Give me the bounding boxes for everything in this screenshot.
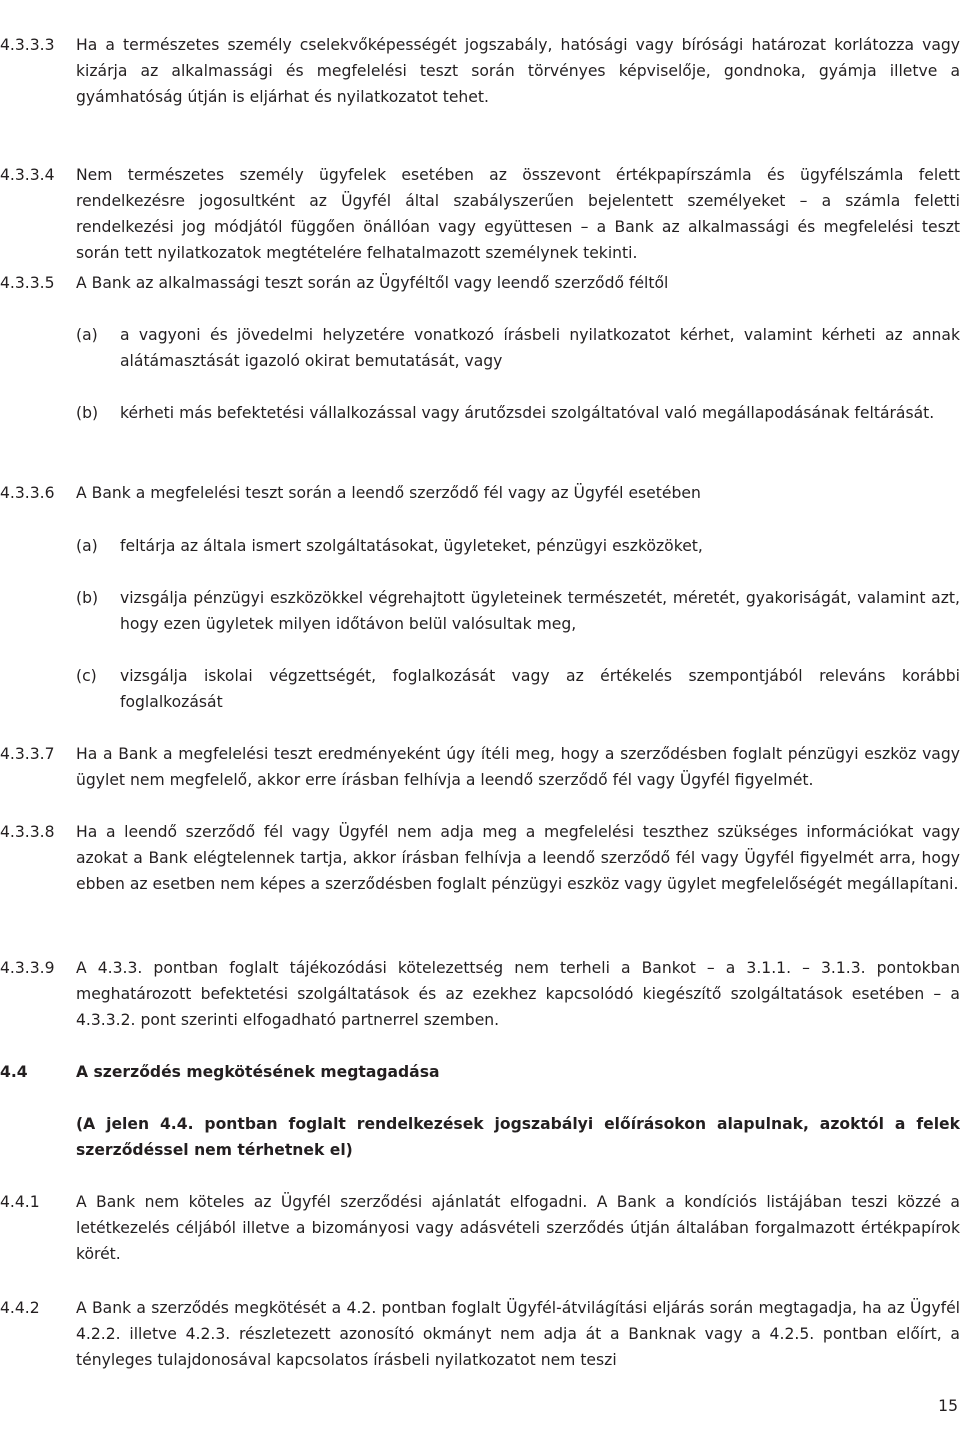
section-heading-4-4 [0,1059,960,1085]
list-item-4-3-3-6-a [0,533,960,559]
paragraph-number: 4.3.3.5 [0,274,55,292]
paragraph-text: Nem természetes személy ügyfelek esetében az összevont értékpapírszámla és ügyfélszámla felett rendelkezésre jogosultként az Ügyfél által szabályszerűen bejelentett személyeket – a számla feletti rendelkezési jog módjától függően önállóan vagy együttesen – a Bank az alkalmassági és megfelelési teszt során tett nyilatkozatok megtételére felhatalmazott személynek tekinti. [76,166,960,262]
paragraph-text: A Bank a megfelelési teszt során a leendő szerződő fél vagy az Ügyfél esetében [76,484,701,502]
paragraph-number: 4.3.3.6 [0,484,55,502]
paragraph-4-3-3-5 [0,270,960,296]
paragraph-number: 4.3.3.4 [0,166,55,184]
paragraph-4-4-1 [0,1189,960,1267]
paragraph-number: 4.3.3.7 [0,745,55,763]
paragraph-4-4-2 [0,1295,960,1373]
paragraph-number: 4.3.3.9 [0,959,55,977]
paragraph-4-3-3-3 [0,32,960,110]
list-item-text: kérheti más befektetési vállalkozással vagy árutőzsdei szolgáltatóval való megállapodásának feltárását. [120,404,935,422]
paragraph-4-3-3-7 [0,741,960,793]
list-item-text: vizsgálja pénzügyi eszközökkel végrehajtott ügyleteinek természetét, méretét, gyakoriságát, valamint azt, hogy ezen ügyletek milyen időtávon belül valósultak meg, [120,589,960,633]
list-item-4-3-3-6-b [0,585,960,637]
paragraph-text: A Bank az alkalmassági teszt során az Ügyféltől vagy leendő szerződő féltől [76,274,669,292]
paragraph-text: Ha a leendő szerződő fél vagy Ügyfél nem adja meg a megfelelési teszthez szükséges információkat vagy azokat a Bank elégtelennek tartja, akkor írásban felhívja a leendő szerződő fél vagy Ügyfél figyelmét arra, hogy ebben az esetben nem képes a szerződésben foglalt pénzügyi eszköz vagy ügylet megfelelőségét megállapítani. [76,823,960,893]
list-item-text: a vagyoni és jövedelmi helyzetére vonatkozó írásbeli nyilatkozatot kérhet, valamint kérheti az annak alátámasztását igazoló okirat bemutatását, vagy [120,326,960,370]
paragraph-4-3-3-9 [0,955,960,1033]
paragraph-4-3-3-4 [0,162,960,266]
paragraph-number: 4.3.3.8 [0,823,55,841]
list-item-4-3-3-5-b [0,400,960,426]
paragraph-text: A Bank a szerződés megkötését a 4.2. pontban foglalt Ügyfél-átvilágítási eljárás során megtagadja, ha az Ügyfél 4.2.2. illetve 4.2.3. részletezett azonosító okmányt nem adja át a Banknak vagy a 4.2.5. pontban előírt, a tényleges tulajdonosával kapcsolatos írásbeli nyilatkozatot nem teszi [76,1299,960,1369]
paragraph-text: Ha a természetes személy cselekvőképességét jogszabály, hatósági vagy bírósági határozat korlátozza vagy kizárja az alkalmassági és megfelelési teszt során törvényes képviselője, gondnoka, gyámja illetve a gyámhatóság útján is eljárhat és nyilatkozatot tehet. [76,36,960,106]
paragraph-number: 4.3.3.3 [0,36,55,54]
list-item-4-3-3-6-c [0,663,960,715]
paragraph-4-3-3-6 [0,480,960,506]
list-item-text: vizsgálja iskolai végzettségét, foglalkozását vagy az értékelés szempontjából releváns korábbi foglalkozását [120,667,960,711]
paragraph-number: 4.4.2 [0,1299,40,1317]
list-item-label: (c) [76,667,97,685]
list-item-label: (b) [76,589,99,607]
section-title: A szerződés megkötésének megtagadása [76,1063,440,1081]
paragraph-text: A Bank nem köteles az Ügyfél szerződési ajánlatát elfogadni. A Bank a kondíciós listájában teszi közzé a letétkezelés céljából illetve a bizományosi vagy adásvételi szerződés útján általában forgalmazott értékpapírok körét. [76,1193,960,1263]
list-item-text: feltárja az általa ismert szolgáltatásokat, ügyleteket, pénzügyi eszközöket, [120,537,703,555]
section-note-text: (A jelen 4.4. pontban foglalt rendelkezések jogszabályi előírásokon alapulnak, azoktól a felek szerződéssel nem térhetnek el) [76,1115,960,1159]
list-item-label: (a) [76,326,98,344]
section-number: 4.4 [0,1063,28,1081]
paragraph-number: 4.4.1 [0,1193,40,1211]
list-item-4-3-3-5-a [0,322,960,374]
list-item-label: (b) [76,404,99,422]
page-number: 15 [938,1397,958,1415]
paragraph-text: Ha a Bank a megfelelési teszt eredményeként úgy ítéli meg, hogy a szerződésben foglalt pénzügyi eszköz vagy ügylet nem megfelelő, akkor erre írásban felhívja a leendő szerződő fél vagy Ügyfél figyelmét. [76,745,960,789]
list-item-label: (a) [76,537,98,555]
paragraph-4-3-3-8 [0,819,960,897]
section-note-4-4 [0,1111,960,1163]
paragraph-text: A 4.3.3. pontban foglalt tájékozódási kötelezettség nem terheli a Bankot – a 3.1.1. – 3.1.3. pontokban meghatározott befektetési szolgáltatások és az ezekhez kapcsolódó kiegészítő szolgáltatások esetében – a 4.3.3.2. pont szerinti elfogadható partnerrel szemben. [76,959,960,1029]
